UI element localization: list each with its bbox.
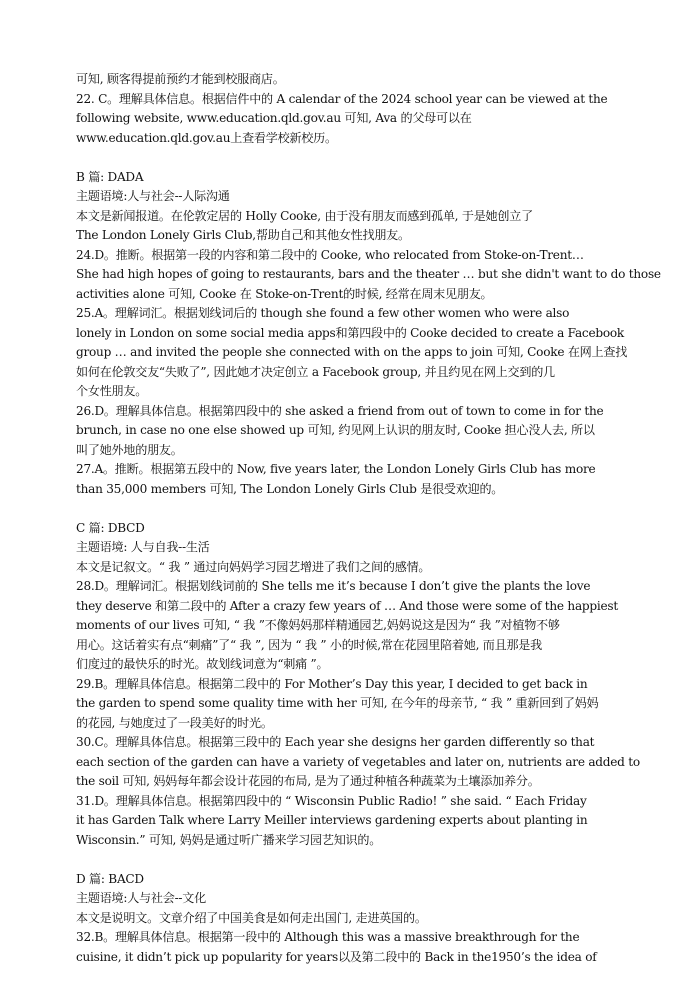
text-line: than 35,000 members 可知, The London Lonely Girls Club 是很受欢迎的。 [76, 481, 504, 496]
text-line: the soil 可知, 妈妈每年都会设计花园的布局, 是为了通过种植各种蔬菜为土壤添加养分。 [76, 774, 540, 788]
text-line: lonely in London on some social media apps和第四段中的 Cooke decided to create a Facebook [76, 325, 624, 340]
paragraph-gap [76, 148, 622, 168]
text-line: 可知, 顾客得提前预约才能到校服商店。 [76, 72, 285, 86]
text-line: 28.D。理解词汇。根据划线词前的 She tells me it’s because I don’t give the plants the love [76, 579, 591, 593]
text-line: activities alone 可知, Cooke 在 Stoke-on-Trent的时候, 经常在周末见朋友。 [76, 286, 493, 301]
text-line: they deserve 和第二段中的 After a crazy few years of … And those were some of the happiest [76, 598, 618, 613]
text-line: 29.B。理解具体信息。根据第二段中的 For Mother’s Day this year, I decided to get back in [76, 676, 588, 691]
text-line: it has Garden Talk where Larry Meiller interviews gardening experts about planting in [76, 813, 588, 827]
text-line: 30.C。理解具体信息。根据第三段中的 Each year she designs her garden differently so that [76, 735, 595, 749]
text-line: 个女性朋友。 [76, 384, 148, 398]
text-line: 主题语境:人与社会--文化 [76, 891, 206, 905]
text-line: moments of our lives 可知, “ 我 ”不像妈妈那样精通园艺,妈妈说这是因为“ 我 ”对植物不够 [76, 618, 560, 632]
paragraph-gap [76, 499, 622, 519]
text-line: 32.B。理解具体信息。根据第一段中的 Although this was a massive breakthrough for the [76, 930, 580, 944]
text-line: 如何在伦敦交友“失败了”, 因此她才决定创立 a Facebook group, 并且约见在网上交到的几 [76, 364, 555, 379]
text-line: brunch, in case no one else showed up 可知, 约见网上认识的朋友时, Cooke 担心没人去, 所以 [76, 423, 595, 437]
text-line: www.education.qld.gov.au上查看学校新校历。 [76, 130, 337, 145]
text-line: 31.D。理解具体信息。根据第四段中的 “ Wisconsin Public Radio! ” she said. “ Each Friday [76, 793, 587, 808]
text-line: 们度过的最快乐的时光。故划线词意为“刺痛 ”。 [76, 657, 329, 671]
text-line: each section of the garden can have a variety of vegetables and later on, nutrients are added to [76, 754, 640, 769]
text-line: 22. C。理解具体信息。根据信件中的 A calendar of the 2024 school year can be viewed at the [76, 91, 608, 106]
text-line: Wisconsin.” 可知, 妈妈是通过听广播来学习园艺知识的。 [76, 832, 382, 847]
text-line: the garden to spend some quality time with her 可知, 在今年的母亲节, “ 我 ” 重新回到了妈妈 [76, 696, 599, 710]
text-line: 主题语境:人与社会--人际沟通 [76, 189, 230, 203]
text-line: 本文是记叙文。“ 我 ” 通过向妈妈学习园艺增进了我们之间的感情。 [76, 559, 431, 574]
text-line: The London Lonely Girls Club,帮助自己和其他女性找朋友。 [76, 228, 410, 242]
text-line: D 篇: BACD [76, 871, 144, 886]
text-line: C 篇: DBCD [76, 520, 145, 535]
text-line: 26.D。理解具体信息。根据第四段中的 she asked a friend from out of town to come in for the [76, 403, 604, 418]
text-line: 本文是新闻报道。在伦敦定居的 Holly Cooke, 由于没有朋友而感到孤单, 于是她创立了 [76, 208, 533, 223]
text-line: 用心。这话着实有点“刺痛”了“ 我 ”, 因为 “ 我 ” 小的时候,常在花园里陪着她, 而且那是我 [76, 637, 542, 652]
text-line: following website, www.education.qld.gov.au 可知, Ava 的父母可以在 [76, 111, 472, 125]
text-line: group … and invited the people she connected with on the apps to join 可知, Cooke 在网上查找 [76, 345, 628, 359]
text-line: 叫了她外地的朋友。 [76, 442, 183, 457]
text-line: cuisine, it didn’t pick up popularity for years以及第二段中的 Back in the1950’s the idea of [76, 949, 597, 964]
text-line: 27.A。推断。根据第五段中的 Now, five years later, the London Lonely Girls Club has more [76, 462, 596, 476]
text-line: B 篇: DADA [76, 169, 144, 184]
text-line: 的花园, 与她度过了一段美好的时光。 [76, 715, 273, 730]
text-line: She had high hopes of going to restaurants, bars and the theater … but she didn't want to do those [76, 267, 661, 281]
text-line: 25.A。理解词汇。根据划线词后的 though she found a few other women who were also [76, 306, 570, 320]
answer-key-document [76, 70, 661, 967]
text-line: 24.D。推断。根据第一段的内容和第二段中的 Cooke, who relocated from Stoke-on-Trent… [76, 247, 584, 262]
text-line: 主题语境: 人与自我--生活 [76, 540, 210, 554]
paragraph-gap [76, 850, 622, 870]
text-line: 本文是说明文。文章介绍了中国美食是如何走出国门, 走进英国的。 [76, 910, 427, 925]
